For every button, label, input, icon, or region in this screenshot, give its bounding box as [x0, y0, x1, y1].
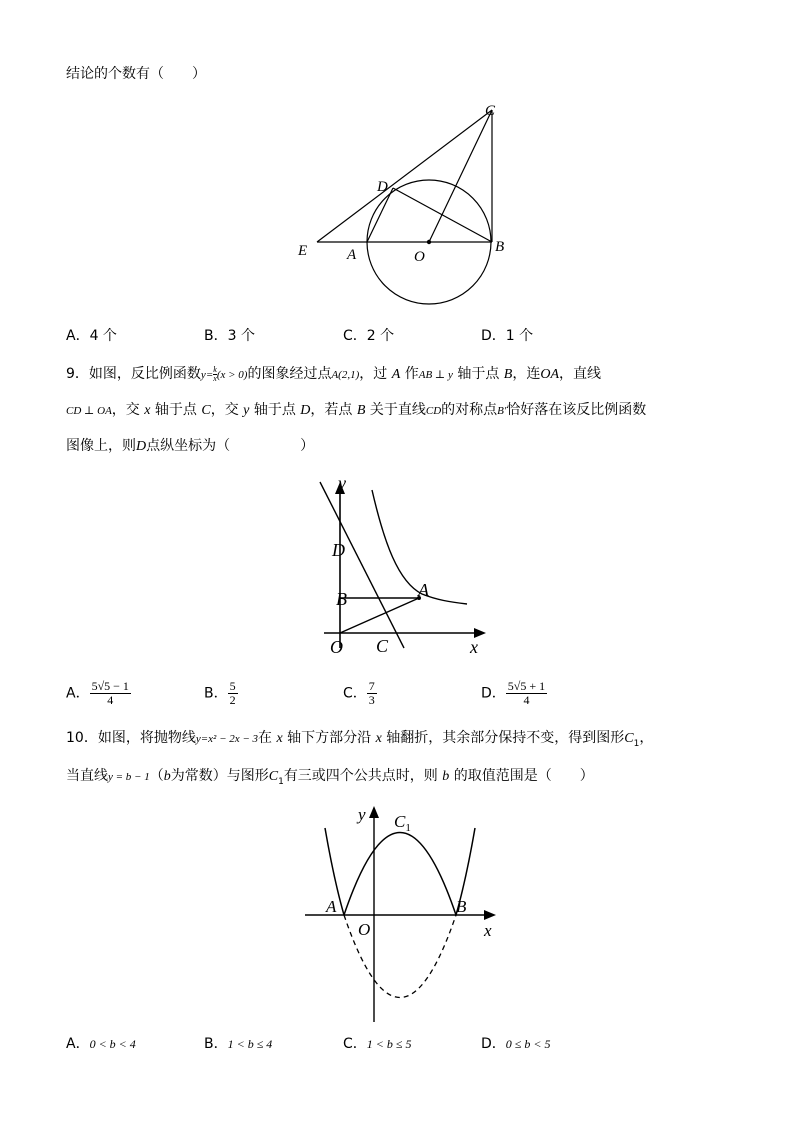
q10-option-b: B．1 < b ≤ 4 [204, 1036, 273, 1052]
q10-label-y: y [358, 805, 366, 824]
q8-line-EC [317, 110, 492, 242]
q10-label-B: B [456, 897, 467, 916]
q10-label-C1: $C_1$ [394, 812, 411, 834]
q10-upper-arch [344, 833, 456, 916]
q8-line-DB [393, 188, 492, 242]
q10-option-d: D．0 ≤ b < 5 [481, 1036, 551, 1052]
q8-option-d: D．1 个 [481, 328, 534, 344]
q8-option-c: C．2 个 [343, 328, 395, 344]
q9-option-d: D． $\frac{5√5 + 1}{4}$ [481, 679, 546, 707]
q9-line-2: CD ⊥ OA，交 x 轴于点 C，交 y 轴于点 D，若点 B 关于直线CD的对称点B′恰好落在该反比例函数 [66, 402, 647, 418]
q10-option-a: A．0 < b < 4 [66, 1036, 136, 1052]
q8-figure [290, 95, 520, 320]
q9-option-b: B． $\frac{5}{2}$ [204, 679, 236, 707]
q10-label-x: x [484, 921, 492, 940]
q8-label-B: B [495, 239, 505, 255]
q10-line-1: 10．如图，将抛物线y=x² − 2x − 3在 x 轴下方部分沿 x 轴翻折，其余部分保持不变，得到图形$C_1$， [66, 730, 654, 749]
q8-label-D: D [377, 179, 388, 195]
q8-label-E: E [298, 243, 308, 259]
q9-label-C: C [376, 636, 389, 656]
q8-line-CO [429, 110, 492, 242]
q10-option-c: C．1 < b ≤ 5 [343, 1036, 412, 1052]
q8-option-b: B．3 个 [204, 328, 255, 344]
q10-line-2: 当直线y = b − 1（b为常数）与图形$C_1$有三或四个公共点时，则 b 的取值范围是（ ） [66, 768, 594, 787]
q9-option-c: C． $\frac{7}{3}$ [343, 679, 375, 707]
q8-line-DA [367, 188, 393, 242]
q8-label-O: O [414, 249, 425, 265]
q9-label-y: y [338, 473, 346, 493]
q8-label-A: A [347, 247, 357, 263]
q8-tail: 结论的个数有（ ） [66, 66, 206, 82]
q9-line-1: 9．如图，反比例函数y= $\frac{k}{x}(x > 0)$的图象经过点A(2,1)，过 A 作AB ⊥ y 轴于点 B，连OA，直线 [66, 364, 602, 383]
q8-label-C: C [485, 103, 496, 119]
q10-figure [300, 800, 505, 1025]
q8-option-a: A．4 个 [66, 328, 117, 344]
q9-label-B: B [336, 589, 347, 609]
q9-label-O: O [330, 637, 343, 657]
q8-point-O [427, 240, 431, 244]
q9-segment-OA [340, 598, 419, 633]
q9-label-x: x [470, 637, 478, 657]
q10-y-arrow [369, 806, 379, 818]
q9-figure [312, 472, 497, 662]
q9-label-A: A [418, 580, 429, 600]
q10-x-arrow [484, 910, 496, 920]
q9-label-D: D [332, 540, 345, 560]
q10-label-O: O [358, 920, 371, 939]
q9-line-3: 图像上，则D点纵坐标为（ ） [66, 438, 315, 454]
q9-option-a: A． $\frac{5√5 - 1}{4}$ [66, 679, 129, 707]
q10-label-A: A [326, 897, 337, 916]
